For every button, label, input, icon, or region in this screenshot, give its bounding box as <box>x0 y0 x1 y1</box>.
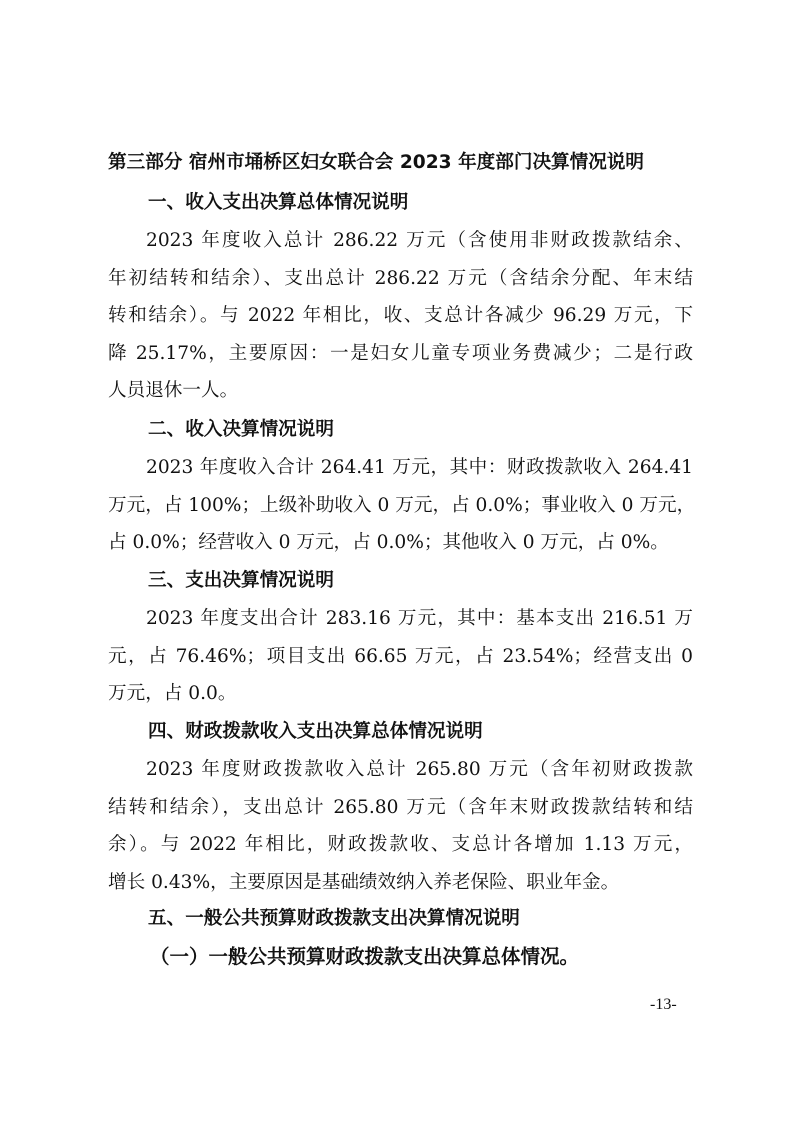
paragraph-line: 2023 年度支出合计 283.16 万元，其中：基本支出 216.51 万 <box>146 608 693 629</box>
page-title: 第三部分 宿州市埇桥区妇女联合会 2023 年度部门决算情况说明 <box>108 152 645 173</box>
paragraph-line: 降 25.17%，主要原因：一是妇女儿童专项业务费减少；二是行政 <box>108 342 693 364</box>
paragraph-line: 万元，占 100%；上级补助收入 0 万元，占 0.0%；事业收入 0 万元， <box>108 494 696 516</box>
section-heading-2: 二、收入决算情况说明 <box>148 419 334 440</box>
paragraph-line: 万元，占 0.0。 <box>108 683 237 704</box>
page-number: -13- <box>650 996 677 1013</box>
section-paragraph-4 <box>108 751 693 901</box>
section-heading-3: 三、支出决算情况说明 <box>148 570 334 591</box>
paragraph-line: 元，占 76.46%；项目支出 66.65 万元，占 23.54%；经营支出 0 <box>108 645 693 667</box>
section-paragraph-1 <box>108 222 693 410</box>
section-paragraph-2 <box>108 449 696 562</box>
paragraph-line: 2023 年度收入总计 286.22 万元（含使用非财政拨款结余、 <box>146 230 693 251</box>
section-heading-4: 四、财政拨款收入支出决算总体情况说明 <box>148 721 483 742</box>
paragraph-line: 人员退休一人。 <box>108 380 239 401</box>
paragraph-line: 余）。与 2022 年相比，财政拨款收、支总计各增加 1.13 万元， <box>108 834 693 855</box>
section-paragraph-3 <box>108 600 693 713</box>
paragraph-line: 年初结转和结余）、支出总计 286.22 万元（含结余分配、年末结 <box>108 267 693 289</box>
paragraph-line: 2023 年度财政拨款收入总计 265.80 万元（含年初财政拨款 <box>146 759 693 780</box>
paragraph-line: 2023 年度收入合计 264.41 万元，其中：财政拨款收入 264.41 <box>146 457 693 478</box>
section-heading-1: 一、收入支出决算总体情况说明 <box>148 192 409 213</box>
paragraph-line: 结转和结余），支出总计 265.80 万元（含年末财政拨款结转和结 <box>108 796 693 818</box>
section-heading-5: 五、一般公共预算财政拨款支出决算情况说明 <box>148 908 520 929</box>
paragraph-line: 增长 0.43%，主要原因是基础绩效纳入养老保险、职业年金。 <box>108 871 620 893</box>
paragraph-line: 转和结余）。与 2022 年相比，收、支总计各减少 96.29 万元，下 <box>108 305 693 326</box>
subsection-heading: （一）一般公共预算财政拨款支出决算总体情况。 <box>150 945 580 968</box>
paragraph-line: 占 0.0%；经营收入 0 万元，占 0.0%；其他收入 0 万元，占 0%。 <box>108 532 669 553</box>
